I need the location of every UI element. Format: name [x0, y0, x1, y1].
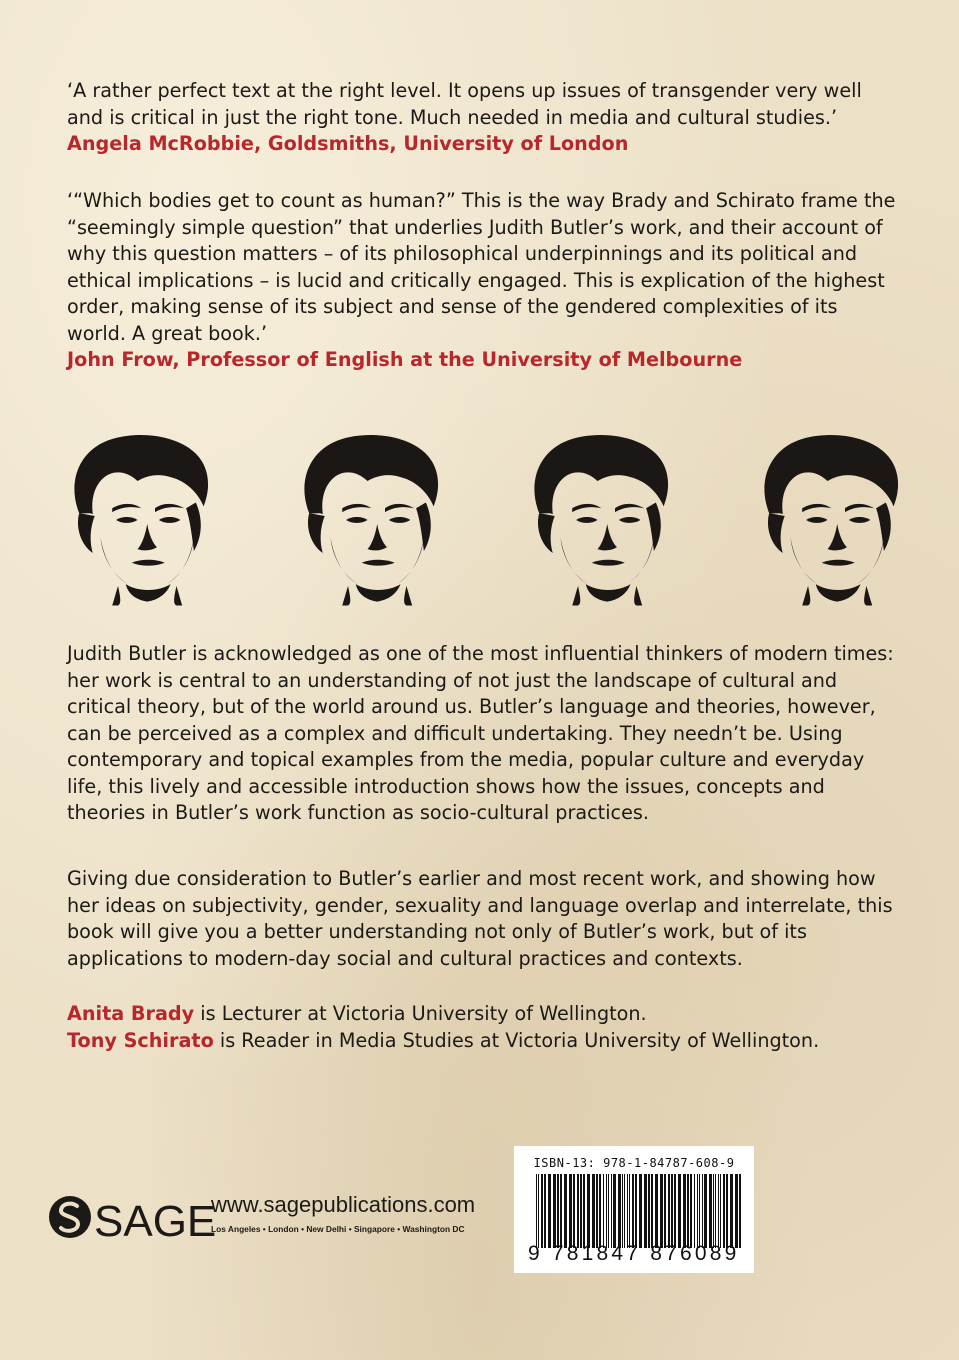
description-paragraph: Judith Butler is acknowledged as one of the most influential thinkers of modern times: her work is central to an understanding of not just the landscape of cultural and critical theory, but of the world around us. Butler’s language and theories, however, can be perceived as a complex and difficult undertaking. They needn’t be. Using contemporary and topical examples from the media, popular culture and everyday life, this lively and accessible introduction shows how the issues, concepts and theories in Butler’s work function as socio-cultural practices. [67, 642, 894, 824]
portrait-icon [740, 428, 915, 608]
quote-text: ‘A rather perfect text at the right level. It opens up issues of transgender very well and is critical in just the right tone. Much needed in media and cultural studies.’ [67, 79, 862, 129]
author-description: is Reader in Media Studies at Victoria University of Wellington. [213, 1028, 820, 1052]
author-bio [67, 1028, 897, 1055]
isbn-barcode [514, 1146, 754, 1273]
description-paragraph: Giving due consideration to Butler’s earlier and most recent work, and showing how her ideas on subjectivity, gender, sexuality and language overlap and interrelate, this book will give you a better understanding not only of Butler’s work, but of its applications to modern-day social and cultural practices and contexts. [67, 867, 893, 970]
portrait-icon [50, 428, 225, 608]
portrait-icon [280, 428, 455, 608]
publisher-url[interactable]: www.sagepublications.com [211, 1192, 476, 1217]
sage-logo-icon [48, 1192, 217, 1246]
author-description: is Lecturer at Victoria University of Wellington. [194, 1002, 647, 1025]
author-name: Anita Brady [67, 1002, 195, 1025]
publisher-logo-text: SAGE [94, 1197, 217, 1246]
quote-angela-mcrobbie [67, 78, 897, 158]
quote-john-frow [67, 188, 897, 374]
portrait-icon [510, 428, 685, 608]
barcode-bars [534, 1174, 744, 1248]
publisher-block [48, 1190, 508, 1250]
author-name: Tony Schirato [67, 1028, 214, 1052]
isbn-label: ISBN-13: 978-1-84787-608-9 [533, 1156, 735, 1170]
publisher-cities: Los Angeles • London • New Delhi • Singapore • Washington DC [211, 1224, 465, 1234]
quote-attribution: John Frow, Professor of English at the University of Melbourne [67, 348, 743, 371]
quote-attribution: Angela McRobbie, Goldsmiths, University of London [67, 132, 629, 155]
isbn-digits: 9 781847 876089 [528, 1242, 740, 1265]
quote-text: ‘“Which bodies get to count as human?” This is the way Brady and Schirato frame the “seemingly simple question” that underlies Judith Butler’s work, and their account of why this question matters – of its philosophical underpinnings and its political and ethical implications – is lucid and critically engaged. This is explication of the highest order, making sense of its subject and sense of the gendered complexities of its world. A great book.’ [67, 189, 896, 345]
author-bios [67, 1001, 897, 1054]
author-bio [67, 1001, 897, 1028]
portrait-row [40, 428, 920, 608]
